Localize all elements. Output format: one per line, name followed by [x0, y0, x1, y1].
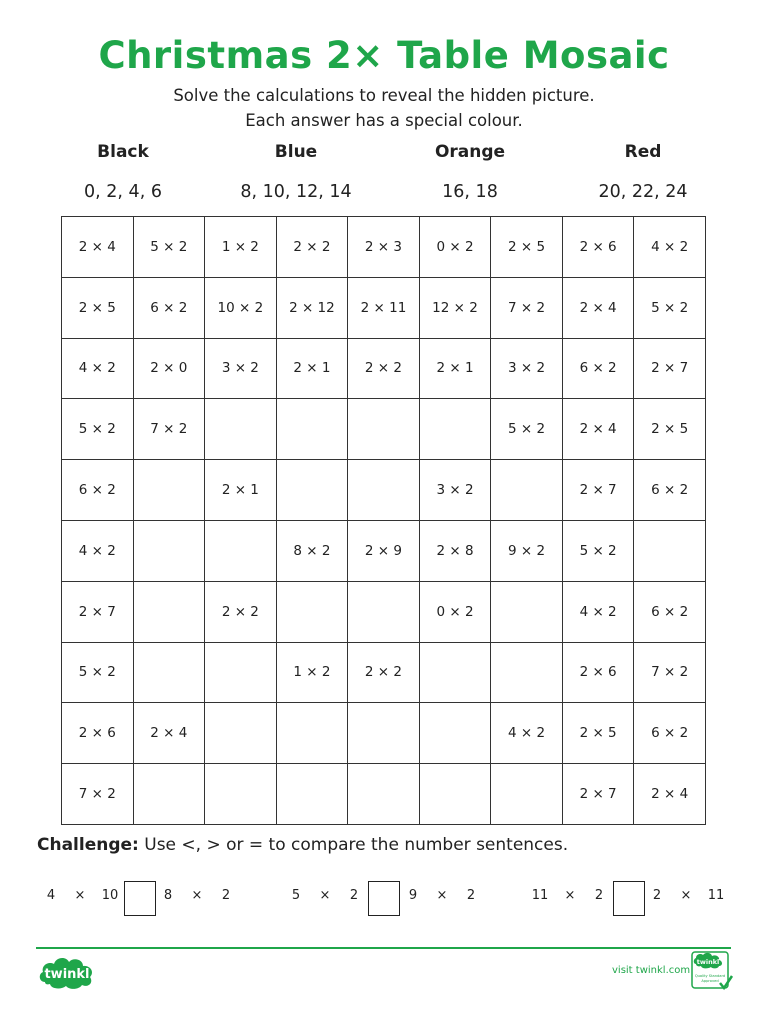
footer-url[interactable]: visit twinkl.com [612, 965, 691, 976]
quality-badge-line-2: Approved [701, 979, 719, 983]
grid-cell[interactable] [133, 520, 205, 581]
grid-cell[interactable]: 7 × 2 [62, 764, 134, 825]
grid-row [62, 764, 706, 825]
challenge-text [37, 835, 568, 855]
grid-cell[interactable] [133, 764, 205, 825]
comparison-3-right-a: 2 [652, 888, 662, 903]
grid-row [62, 520, 706, 581]
grid-cell[interactable]: 3 × 2 [205, 338, 277, 399]
comparison-2-right-a: 9 [408, 888, 418, 903]
key-values-blue: 8, 10, 12, 14 [240, 182, 352, 202]
grid-cell[interactable]: 10 × 2 [205, 277, 277, 338]
grid-cell[interactable]: 6 × 2 [62, 460, 134, 521]
worksheet-title: Christmas 2× Table Mosaic [98, 34, 670, 77]
grid-cell[interactable]: 4 × 2 [62, 520, 134, 581]
grid-cell[interactable] [133, 581, 205, 642]
key-name-blue: Blue [274, 142, 318, 162]
grid-cell[interactable]: 2 × 1 [276, 338, 348, 399]
grid-row [62, 642, 706, 703]
comparison-3-right-op: × [680, 888, 692, 903]
grid-cell[interactable]: 2 × 7 [634, 338, 706, 399]
grid-cell[interactable]: 2 × 0 [133, 338, 205, 399]
grid-cell[interactable]: 1 × 2 [205, 217, 277, 278]
comparison-3-right-b: 11 [707, 888, 725, 903]
grid-row [62, 703, 706, 764]
comparison-1-right-a: 8 [163, 888, 173, 903]
grid-cell[interactable]: 2 × 2 [276, 217, 348, 278]
grid-cell[interactable] [276, 703, 348, 764]
grid-cell[interactable]: 9 × 2 [491, 520, 563, 581]
key-name-orange: Orange [434, 142, 506, 162]
grid-cell[interactable]: 8 × 2 [276, 520, 348, 581]
instruction-line-1: Solve the calculations to reveal the hidden picture. [173, 86, 595, 105]
grid-cell[interactable]: 2 × 2 [348, 338, 420, 399]
challenge-label: Challenge: [37, 835, 139, 855]
grid-cell[interactable]: 2 × 6 [62, 703, 134, 764]
grid-cell[interactable]: 2 × 5 [562, 703, 634, 764]
grid-cell[interactable]: 5 × 2 [634, 277, 706, 338]
grid-cell[interactable]: 6 × 2 [133, 277, 205, 338]
comparison-2-left-op: × [319, 888, 331, 903]
comparison-2-left-b: 2 [349, 888, 359, 903]
grid-cell[interactable] [348, 764, 420, 825]
comparison-1-left-a: 4 [46, 888, 56, 903]
grid-cell[interactable]: 2 × 4 [133, 703, 205, 764]
comparison-2-left-a: 5 [291, 888, 301, 903]
grid-cell[interactable] [419, 764, 491, 825]
grid-cell[interactable]: 5 × 2 [62, 642, 134, 703]
grid-cell[interactable]: 2 × 2 [348, 642, 420, 703]
grid-cell[interactable] [348, 460, 420, 521]
grid-cell[interactable] [419, 642, 491, 703]
grid-cell[interactable]: 6 × 2 [634, 460, 706, 521]
quality-badge-line-1: Quality Standard [694, 974, 726, 978]
comparison-1-right-b: 2 [221, 888, 231, 903]
grid-cell[interactable] [634, 520, 706, 581]
grid-cell[interactable] [419, 703, 491, 764]
grid-cell[interactable]: 2 × 4 [562, 399, 634, 460]
grid-cell[interactable] [348, 703, 420, 764]
grid-cell[interactable]: 3 × 2 [419, 460, 491, 521]
grid-row [62, 277, 706, 338]
grid-cell[interactable]: 4 × 2 [62, 338, 134, 399]
grid-cell[interactable]: 1 × 2 [276, 642, 348, 703]
grid-cell[interactable] [205, 399, 277, 460]
key-values-orange: 16, 18 [442, 182, 498, 202]
grid-cell[interactable] [133, 460, 205, 521]
comparison-2-right-op: × [436, 888, 448, 903]
key-values-black: 0, 2, 4, 6 [84, 182, 162, 202]
grid-cell[interactable] [276, 581, 348, 642]
grid-cell[interactable]: 2 × 12 [276, 277, 348, 338]
grid-cell[interactable]: 7 × 2 [133, 399, 205, 460]
grid-cell[interactable] [133, 642, 205, 703]
quality-badge [690, 950, 734, 992]
grid-cell[interactable]: 2 × 7 [62, 581, 134, 642]
grid-row [62, 217, 706, 278]
grid-cell[interactable]: 6 × 2 [634, 703, 706, 764]
grid-cell[interactable]: 2 × 6 [562, 217, 634, 278]
grid-cell[interactable] [276, 399, 348, 460]
grid-cell[interactable] [205, 764, 277, 825]
grid-cell[interactable]: 6 × 2 [634, 581, 706, 642]
key-name-red: Red [624, 142, 662, 162]
grid-cell[interactable]: 3 × 2 [491, 338, 563, 399]
grid-cell[interactable] [205, 703, 277, 764]
grid-cell[interactable]: 0 × 2 [419, 217, 491, 278]
grid-cell[interactable] [276, 460, 348, 521]
grid-cell[interactable]: 2 × 4 [634, 764, 706, 825]
grid-cell[interactable] [419, 399, 491, 460]
grid-cell[interactable]: 2 × 5 [491, 217, 563, 278]
comparison-2-answer-box[interactable] [368, 881, 400, 916]
grid-cell[interactable] [276, 764, 348, 825]
grid-cell[interactable]: 2 × 7 [562, 460, 634, 521]
comparison-1-right-op: × [191, 888, 203, 903]
twinkl-logo [37, 952, 99, 992]
grid-row [62, 399, 706, 460]
instruction-line-2: Each answer has a special colour. [245, 111, 523, 130]
grid-cell[interactable]: 2 × 2 [205, 581, 277, 642]
comparison-2-right-b: 2 [466, 888, 476, 903]
comparison-1-left-b: 10 [101, 888, 119, 903]
grid-cell[interactable]: 2 × 3 [348, 217, 420, 278]
grid-cell[interactable]: 0 × 2 [419, 581, 491, 642]
grid-cell[interactable]: 5 × 2 [62, 399, 134, 460]
grid-cell[interactable]: 5 × 2 [491, 399, 563, 460]
comparison-3-left-op: × [564, 888, 576, 903]
quality-badge-brand: twinkl [696, 958, 720, 966]
grid-cell[interactable]: 5 × 2 [133, 217, 205, 278]
mosaic-grid [61, 216, 706, 825]
grid-cell[interactable]: 12 × 2 [419, 277, 491, 338]
grid-cell[interactable] [491, 460, 563, 521]
grid-cell[interactable]: 2 × 5 [62, 277, 134, 338]
grid-cell[interactable]: 6 × 2 [562, 338, 634, 399]
grid-cell[interactable]: 2 × 9 [348, 520, 420, 581]
comparison-3-left-a: 11 [531, 888, 549, 903]
grid-cell[interactable]: 5 × 2 [562, 520, 634, 581]
comparison-3-left-b: 2 [594, 888, 604, 903]
grid-cell[interactable] [348, 581, 420, 642]
grid-cell[interactable]: 4 × 2 [562, 581, 634, 642]
grid-cell[interactable]: 2 × 6 [562, 642, 634, 703]
grid-cell[interactable]: 4 × 2 [491, 703, 563, 764]
grid-cell[interactable]: 2 × 5 [634, 399, 706, 460]
grid-cell[interactable]: 4 × 2 [634, 217, 706, 278]
grid-cell[interactable]: 7 × 2 [634, 642, 706, 703]
comparison-1-left-op: × [74, 888, 86, 903]
comparison-3-answer-box[interactable] [613, 881, 645, 916]
grid-cell[interactable]: 2 × 4 [562, 277, 634, 338]
grid-cell[interactable] [491, 764, 563, 825]
key-values-red: 20, 22, 24 [598, 182, 688, 202]
grid-cell[interactable] [491, 642, 563, 703]
grid-cell[interactable] [205, 520, 277, 581]
challenge-instruction: Use <, > or = to compare the number sentences. [138, 835, 569, 855]
grid-cell[interactable]: 2 × 7 [562, 764, 634, 825]
grid-cell[interactable]: 2 × 1 [205, 460, 277, 521]
twinkl-logo-text: twinkl [44, 967, 90, 982]
grid-cell[interactable] [348, 399, 420, 460]
grid-row [62, 460, 706, 521]
grid-cell[interactable] [205, 642, 277, 703]
grid-cell[interactable]: 2 × 1 [419, 338, 491, 399]
grid-cell[interactable]: 2 × 8 [419, 520, 491, 581]
comparison-1-answer-box[interactable] [124, 881, 156, 916]
grid-cell[interactable]: 7 × 2 [491, 277, 563, 338]
grid-row [62, 338, 706, 399]
footer-divider [36, 947, 731, 949]
grid-cell[interactable] [491, 581, 563, 642]
grid-row [62, 581, 706, 642]
grid-cell[interactable]: 2 × 11 [348, 277, 420, 338]
grid-cell[interactable]: 2 × 4 [62, 217, 134, 278]
key-name-black: Black [97, 142, 149, 162]
